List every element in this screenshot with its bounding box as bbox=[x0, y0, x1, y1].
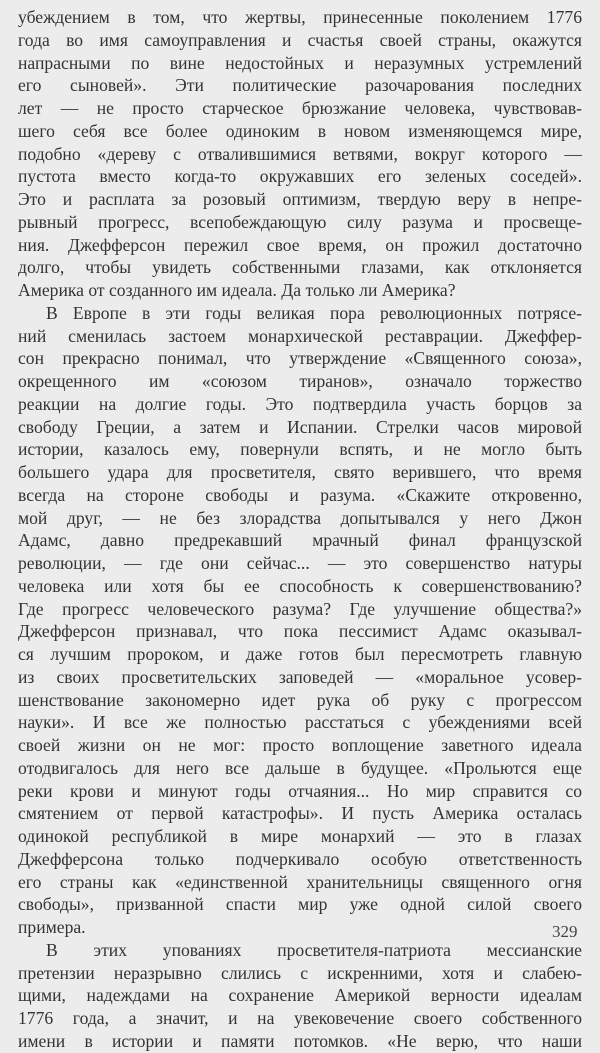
text-line: Джефферсона только подчеркивало особую ответственность bbox=[18, 848, 582, 869]
text-line: пустота вместо когда-то окружавших его зеленых соседей». bbox=[18, 166, 582, 187]
text-line: окрещенного им «союзом тиранов», означало торжество bbox=[18, 371, 582, 391]
text-line: сон прекрасно понимал, что утверждение «Священного союза», bbox=[18, 348, 582, 369]
text-line: его страны как «единственной хранительницы священного огня bbox=[18, 871, 582, 892]
text-line: одинокой республикой в мире монархий — это в глазах bbox=[18, 826, 582, 846]
text-line: смятением от первой катастрофы». И пусть Америка осталась bbox=[18, 803, 582, 824]
text-line: подобно «дереву с отвалившимися ветвями, вокруг которого — bbox=[18, 143, 582, 164]
text-line: его сыновей». Эти политические разочарования последних bbox=[18, 75, 582, 96]
text-line: свободу Греции, а затем и Испании. Стрелки часов мировой bbox=[18, 416, 582, 437]
text-line: рывный прогресс, всепобеждающую силу разума и просвеще- bbox=[18, 211, 582, 232]
text-line: Джефферсон признавал, что пока пессимист Адамс оказывал- bbox=[18, 621, 582, 642]
text-line: науки». И все же полностью расстаться с убеждениями всей bbox=[18, 712, 582, 733]
text-line: шего себя все более одиноким в новом изменяющемся мире, bbox=[18, 120, 582, 141]
text-line: из своих просветительских заповедей — «моральное усовер- bbox=[18, 666, 582, 687]
text-line: В Европе в эти годы великая пора революционных потрясе- bbox=[46, 302, 582, 323]
text-line: убеждением в том, что жертвы, принесенные поколением 1776 bbox=[18, 7, 582, 27]
text-line: Америка от созданного им идеала. Да только ли Америка? bbox=[18, 280, 456, 300]
text-line: напрасными по вине недостойных и неразумных устремлений bbox=[18, 52, 582, 73]
text-line: большего удара для просветителя, свято верившего, что время bbox=[18, 462, 582, 482]
text-line: шенствование закономерно идет рука об руку с прогрессом bbox=[18, 689, 582, 710]
text-line: Где прогресс человеческого разума? Где улучшение общества?» bbox=[18, 598, 582, 619]
text-line: В этих упованиях просветителя-патриота мессианские bbox=[46, 939, 582, 960]
text-line: года во имя самоуправления и счастья своей страны, окажутся bbox=[18, 29, 582, 50]
text-line: революции, — где они сейчас... — это совершенство натуры bbox=[18, 553, 582, 573]
book-page-text bbox=[18, 6, 582, 1053]
text-line: истории, казалось ему, повернули вспять, и не могло быть bbox=[18, 439, 582, 460]
text-line: щими, надеждами на сохранение Америкой верности идеалам bbox=[18, 985, 582, 1006]
text-line: отодвигалось для него все дальше в будущее. «Прольются еще bbox=[18, 757, 582, 778]
text-line: человека или хотя бы ее способность к совершенствованию? bbox=[18, 575, 582, 596]
text-line: свободы», призванной спасти мир уже одной силой своего bbox=[18, 894, 582, 915]
text-line: претензии неразрывно слились с искренними, хотя и слабею- bbox=[18, 962, 582, 983]
text-line: реакции на долгие годы. Это подтвердила участь борцов за bbox=[18, 393, 582, 414]
text-line: Это и расплата за розовый оптимизм, твердую веру в непре- bbox=[18, 189, 582, 209]
text-line: своей жизни он не мог: просто воплощение заветного идеала bbox=[18, 735, 582, 755]
text-line: ния. Джефферсон пережил свое время, он прожил достаточно bbox=[18, 234, 582, 255]
text-line: лет — не просто старческое брюзжание человека, чувствовав- bbox=[18, 98, 582, 118]
text-line: долго, чтобы увидеть собственными глазами, как отклоняется bbox=[18, 257, 582, 278]
text-line: Адамс, давно предрекавший мрачный финал французской bbox=[18, 530, 582, 551]
text-line: всегда на стороне свободы и разума. «Скажите откровенно, bbox=[18, 484, 582, 505]
text-line: примера. bbox=[18, 917, 86, 937]
text-line: реки крови и минуют годы отчаяния... Но мир справится со bbox=[18, 780, 582, 801]
text-line: имени в истории и памяти потомков. «Не верю, что наши bbox=[18, 1030, 582, 1051]
text-line: 1776 года, а значит, и на увековечение своего собственного bbox=[18, 1008, 582, 1028]
text-line: мой друг, — не без злорадства допытывался у него Джон bbox=[18, 507, 582, 528]
page-number: 329 bbox=[552, 922, 578, 941]
text-line: ся лучшим пророком, и даже готов был пересмотреть главную bbox=[18, 644, 582, 664]
text-line: ний сменилась застоем монархической реставрации. Джеффер- bbox=[18, 325, 582, 346]
